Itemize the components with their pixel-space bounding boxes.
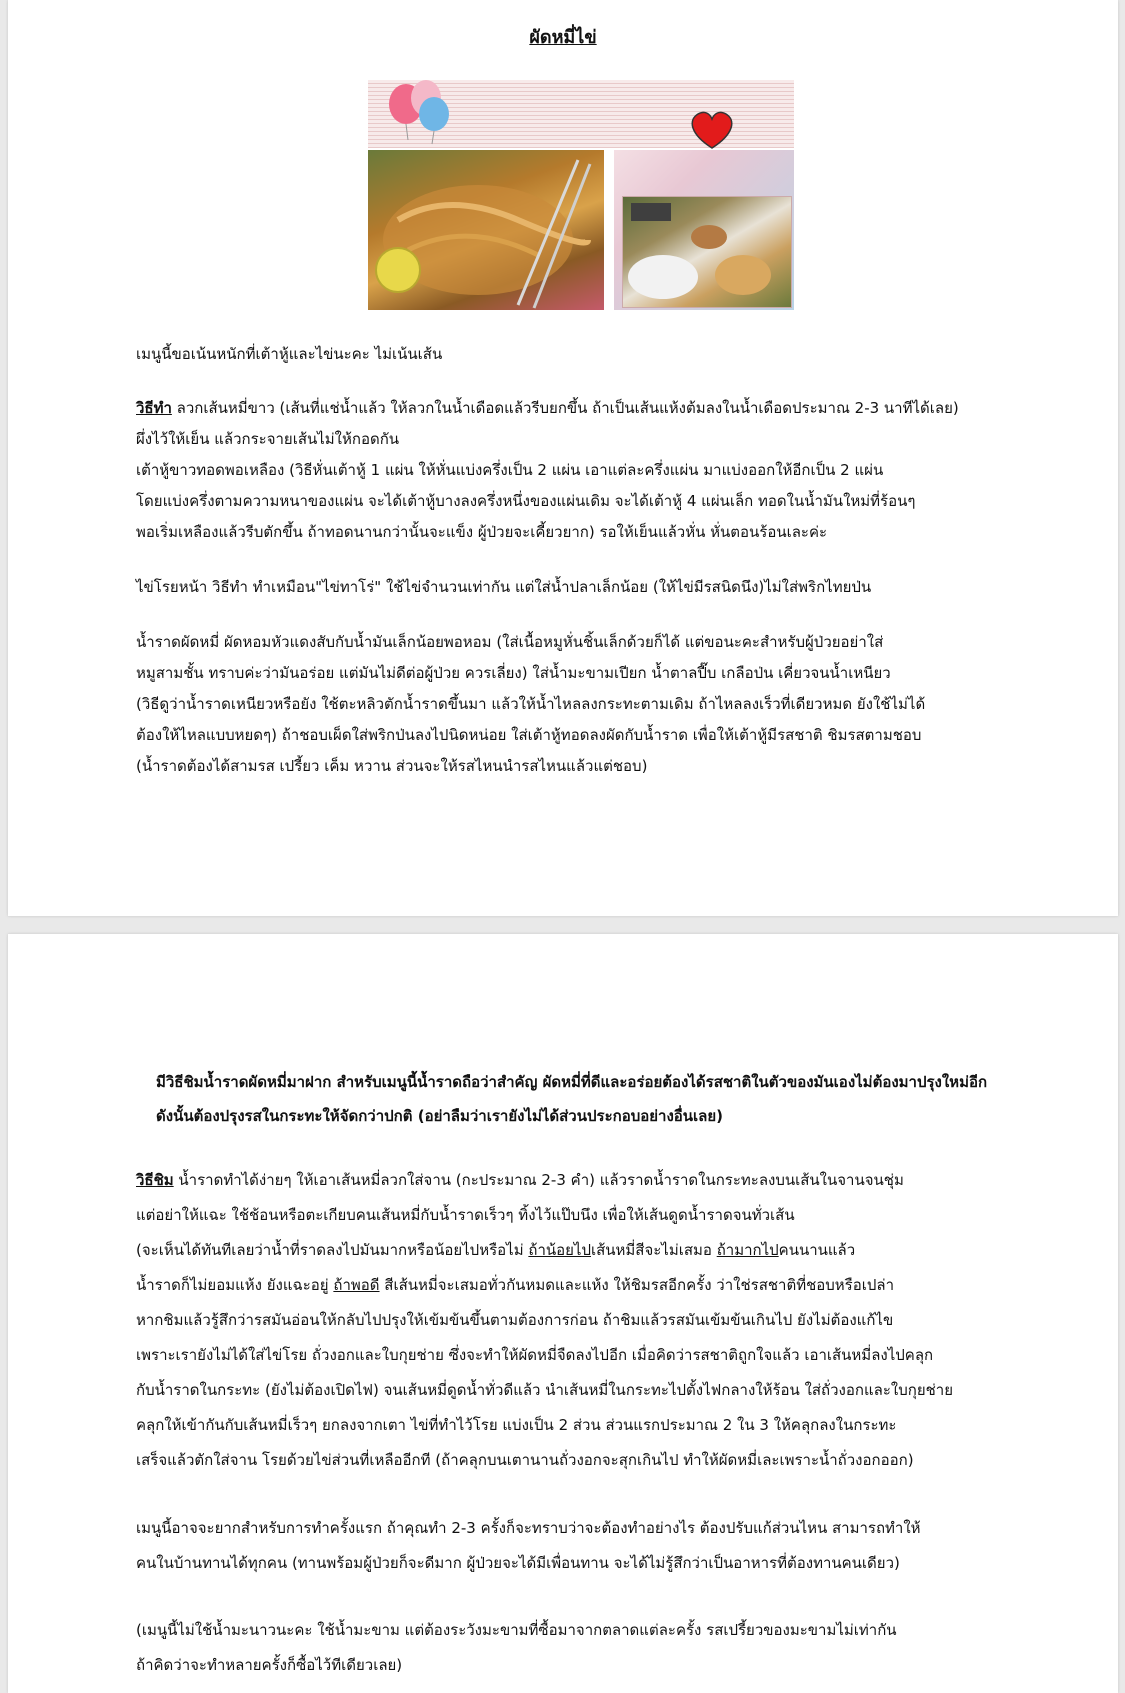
- note-line-2: ถ้าคิดว่าจะทำหลายครั้งก็ซื้อไว้ทีเดียวเลย): [136, 1656, 403, 1674]
- method-line-5: พอเริ่มเหลืองแล้วรีบตักขึ้น ถ้าทอดนานกว่านั้นจะแข็ง ผู้ป่วยจะเคี้ยวยาก) รอให้เย็นแล้วหั่น หั่นตอนร้อนเละค่ะ: [136, 523, 828, 541]
- taste-line-6: เพราะเรายังไม่ได้ใส่ไข่โรย ถั่วงอกและใบกุยช่าย ซึ่งจะทำให้ผัดหมี่จืดลงไปอีก เมื่อคิดว่ารสชาติถูกใจแล้ว เอาเส้นหมี่ลงไปคลุก: [136, 1346, 934, 1364]
- taste-line-7: กับน้ำราดในกระทะ (ยังไม่ต้องเปิดไฟ) จนเส้นหมี่ดูดน้ำทั่วดีแล้ว นำเส้นหมี่ในกระทะไปตั้งไฟกลางให้ร้อน ใส่ถั่วงอกและใบกุยช่าย: [136, 1381, 953, 1399]
- tips-line-1: เมนูนี้อาจจะยากสำหรับการทำครั้งแรก ถ้าคุณทำ 2-3 ครั้งก็จะทราบว่าจะต้องทำอย่างไร ต้องปรับแก้ส่วนไหน สามารถทำให้: [136, 1519, 921, 1537]
- taste-text: น้ำราดทำได้ง่ายๆ ให้เอาเส้นหมี่ลวกใส่จาน (กะประมาณ 2-3 คำ) แล้วราดน้ำราดในกระทะลงบนเส้นในจานจนชุ่ม: [173, 1171, 904, 1189]
- taste-line-3-part-b: เส้นหมี่สีจะไม่เสมอ: [590, 1241, 717, 1259]
- taste-line-2: แต่อย่าให้แฉะ ใช้ช้อนหรือตะเกียบคนเส้นหมี่กับน้ำราดเร็วๆ ทิ้งไว้แป๊บนึง เพื่อให้เส้นดูดน้ำราดจนทั่วเส้น: [136, 1206, 795, 1224]
- taste-line-4-part-a: น้ำราดก็ไม่ยอมแห้ง ยังแฉะอยู่: [136, 1276, 334, 1294]
- taste-line-3-part-c: คนนานแล้ว: [778, 1241, 856, 1259]
- too-much-note: ถ้ามากไป: [716, 1241, 779, 1259]
- note-line-1: (เมนูนี้ไม่ใช้น้ำมะนาวนะคะ ใช้น้ำมะขาม แต่ต้องระวังมะขามที่ซื้อมาจากตลาดแต่ละครั้ง รสเปรี้ยวของมะขามไม่เท่ากัน: [136, 1621, 897, 1639]
- recipe-title: ผัดหมี่ไข่: [529, 27, 597, 48]
- method-text: ลวกเส้นหมี่ขาว (เส้นที่แช่น้ำแล้ว ให้ลวกในน้ำเดือดแล้วรีบยกขึ้น ถ้าเป็นเส้นแห้งต้มลงในน้ำเดือดประมาณ 2-3 นาทีได้เลย): [171, 399, 959, 417]
- method-line-4: โดยแบ่งครึ่งตามความหนาของแผ่น จะได้เต้าหู้บางลงครึ่งหนึ่งของแผ่นเดิม จะได้เต้าหู้ 4 แผ่นเล็ก ทอดในน้ำมันใหม่ที่ร้อนๆ: [136, 492, 916, 510]
- sauce-line-1: น้ำราดผัดหมี่ ผัดหอมหัวแดงสับกับน้ำมันเล็กน้อยพอหอม (ใส่เนื้อหมูหั่นชิ้นเล็กด้วยก็ได้ แต่ขอนะคะสำหรับผู้ป่วยอย่าใส่: [136, 633, 884, 651]
- document-page-1: [8, 0, 1118, 916]
- intro-text: เมนูนี้ขอเน้นหนักที่เต้าหู้และไข่นะคะ ไม่เน้นเส้น: [136, 345, 443, 363]
- tips-line-2: คนในบ้านทานได้ทุกคน (ทานพร้อมผู้ป่วยก็จะดีมาก ผู้ป่วยจะได้มีเพื่อนทาน จะได้ไม่รู้สึกว่าเป็นอาหารที่ต้องทานคนเดียว): [136, 1554, 900, 1572]
- taste-line-3: [136, 1238, 855, 1262]
- heart-icon: [686, 108, 738, 152]
- just-right-note: ถ้าพอดี: [333, 1276, 380, 1294]
- side-dish-photo: [622, 196, 792, 308]
- taste-line-1: [136, 1168, 904, 1192]
- too-little-note: ถ้าน้อยไป: [528, 1241, 591, 1259]
- method-line-3: เต้าหู้ขาวทอดพอเหลือง (วิธีหั่นเต้าหู้ 1 แผ่น ให้หั่นแบ่งครึ่งเป็น 2 แผ่น เอาแต่ละครึ่งแผ่น มาแบ่งออกให้อีกเป็น 2 แผ่น: [136, 461, 884, 479]
- taste-line-4-part-b: สีเส้นหมี่จะเสมอทั่วกันหมดและแห้ง ให้ชิมรสอีกครั้ง ว่าใช่รสชาติที่ชอบหรือเปล่า: [379, 1276, 895, 1294]
- method-line-1: [136, 396, 959, 420]
- method-line-2: ผึ่งไว้ให้เย็น แล้วกระจายเส้นไม่ให้กอดกัน: [136, 430, 400, 448]
- taste-line-3-part-a: (จะเห็นได้ทันทีเลยว่าน้ำที่ราดลงไปมันมากหรือน้อยไปหรือไม่: [136, 1241, 529, 1259]
- sauce-line-2: หมูสามชั้น ทราบค่ะว่ามันอร่อย แต่มันไม่ดีต่อผู้ป่วย ควรเลี่ยง) ใส่น้ำมะขามเปียก น้ำตาลปี๊บ เกลือป่น เคี่ยวจนน้ำเหนียว: [136, 664, 891, 682]
- taste-line-4: [136, 1273, 894, 1297]
- side-dish-photo-frame: [614, 150, 794, 310]
- sauce-line-3: (วิธีดูว่าน้ำราดเหนียวหรือยัง ใช้ตะหลิวตักน้ำราดขึ้นมา แล้วให้น้ำไหลลงกระทะตามเดิม ถ้าไหลลงเร็วที่เดียวหมด ยังใช้ไม่ได้: [136, 695, 926, 713]
- sauce-line-5: (น้ำราดต้องได้สามรส เปรี้ยว เค็ม หวาน ส่วนจะให้รสไหนนำรสไหนแล้วแต่ชอบ): [136, 757, 648, 775]
- tasting-heading-line-2: ดังนั้นต้องปรุงรสในกระทะให้จัดกว่าปกติ (อย่าลืมว่าเรายังไม่ได้ส่วนประกอบอย่างอื่นเลย): [156, 1107, 724, 1125]
- taste-line-5: หากชิมแล้วรู้สึกว่ารสมันอ่อนให้กลับไปปรุงให้เข้มข้นขึ้นตามต้องการก่อน ถ้าชิมแล้วรสมันเข้มข้นเกินไป ยังไม่ต้องแก้ไข: [136, 1311, 894, 1329]
- sauce-line-4: ต้องให้ไหลแบบหยดๆ) ถ้าชอบเผ็ดใส่พริกป่นลงไปนิดหน่อย ใส่เต้าหู้ทอดลงผัดกับน้ำราด เพื่อให้เต้าหู้มีรสชาติ ชิมรสตามชอบ: [136, 726, 922, 744]
- pad-mee-photo: [368, 150, 604, 310]
- taste-line-8: คลุกให้เข้ากันกับเส้นหมี่เร็วๆ ยกลงจากเตา ไข่ที่ทำไว้โรย แบ่งเป็น 2 ส่วน ส่วนแรกประมาณ 2 ใน 3 ให้คลุกลงในกระทะ: [136, 1416, 897, 1434]
- egg-topping-text: ไข่โรยหน้า วิธีทำ ทำเหมือน"ไข่ทาโร่" ใช้ไข่จำนวนเท่ากัน แต่ใส่น้ำปลาเล็กน้อย (ให้ไข่มีรสนิดนึง)ไม่ใส่พริกไทยป่น: [136, 578, 872, 596]
- tasting-heading-line-1: มีวิธีชิมน้ำราดผัดหมี่มาฝาก สำหรับเมนูนี้น้ำราดถือว่าสำคัญ ผัดหมี่ที่ดีและอร่อยต้องได้รสชาติในตัวของมันเองไม่ต้องมาปรุงใหม่อีก: [156, 1073, 988, 1091]
- method-label: วิธีทำ: [136, 399, 172, 417]
- taste-label: วิธีชิม: [136, 1171, 174, 1189]
- document-page-2: [8, 934, 1118, 1693]
- taste-line-9: เสร็จแล้วตักใส่จาน โรยด้วยไข่ส่วนที่เหลืออีกที (ถ้าคลุกบนเตานานถั่วงอกจะสุกเกินไป ทำให้ผัดหมี่เละเพราะน้ำถั่วงอกออก): [136, 1451, 914, 1469]
- food-photo-collage: [368, 80, 794, 310]
